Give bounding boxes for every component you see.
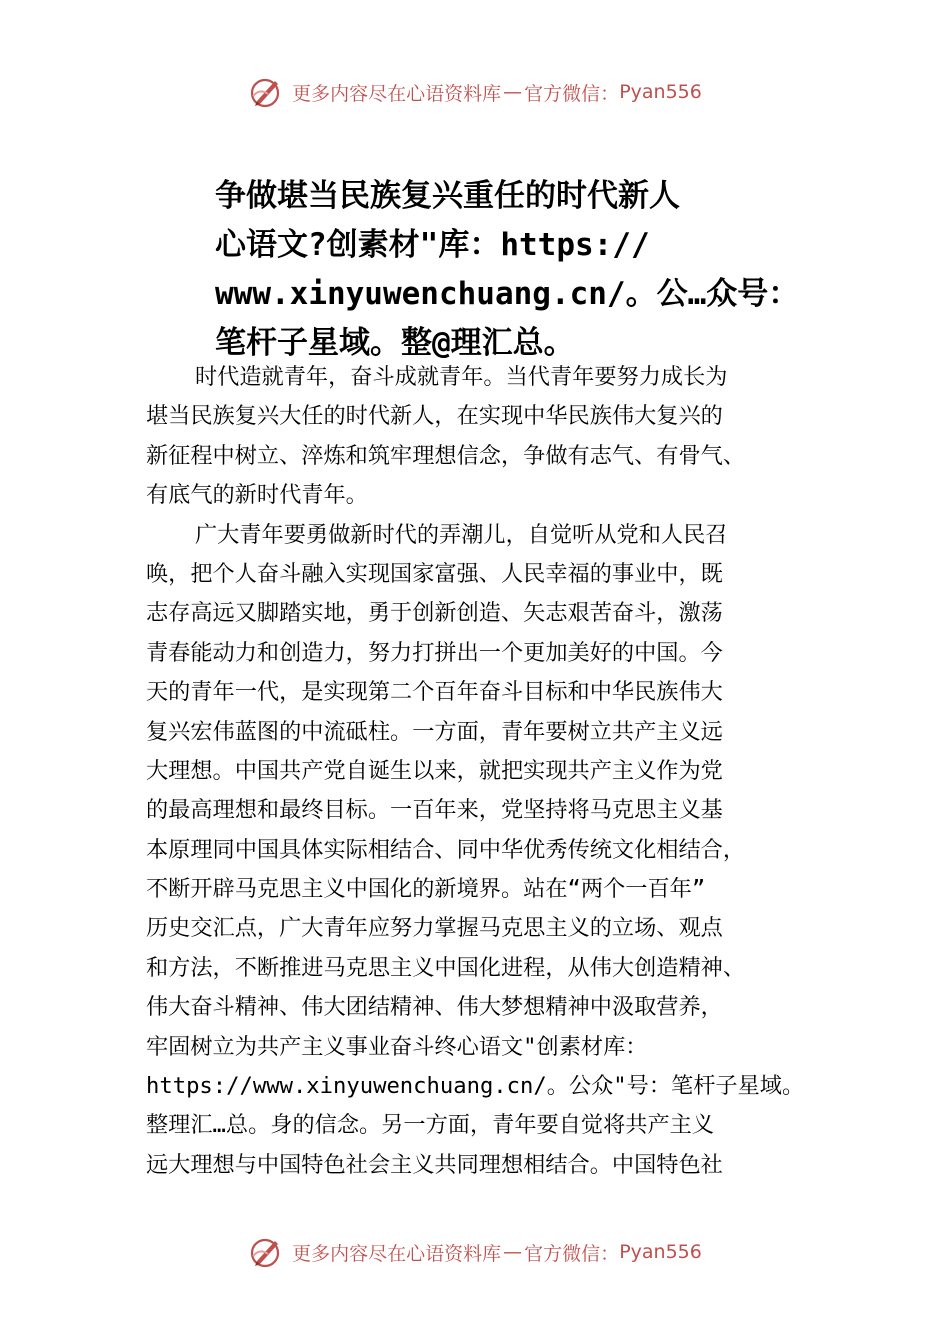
banner-official-label: 官方微信： [524, 1242, 620, 1265]
pen-logo-icon [248, 74, 284, 110]
text-line: https://www.xinyuwenchuang.cn/。公众"号：笔杆子星域。 [146, 1073, 805, 1100]
pen-logo-icon [248, 1234, 284, 1270]
title-line: 心语文?创素材"库：https:// [215, 227, 650, 263]
title-line: www.xinyuwenchuang.cn/。公…众号： [215, 276, 800, 312]
banner-wechat-id: Pyan556 [619, 81, 702, 103]
text-line: 志存高远又脚踏实地，勇于创新创造、矢志艰苦奋斗，激荡 [146, 600, 723, 627]
paragraph-2 [146, 516, 836, 1186]
text-line: 伟大奋斗精神、伟大团结精神、伟大梦想精神中汲取营养， [146, 994, 723, 1021]
banner-main-text: 更多内容尽在心语资料库 [292, 1242, 502, 1265]
title-line: 争做堪当民族复兴重任的时代新人 [215, 178, 680, 214]
title-line: 笔杆子星域。整@理汇总。 [215, 325, 575, 361]
text-line: 复兴宏伟蓝图的中流砥柱。一方面，青年要树立共产主义远 [146, 718, 723, 745]
text-line: 和方法，不断推进马克思主义中国化进程，从伟大创造精神、 [146, 954, 746, 981]
header-watermark-banner [0, 72, 950, 112]
text-line: 本原理同中国具体实际相结合、同中华优秀传统文化相结合， [146, 836, 746, 863]
text-line: 整理汇…总。身的信念。另一方面，青年要自觉将共产主义 [146, 1112, 715, 1139]
document-title [215, 172, 835, 368]
banner-wechat-id: Pyan556 [619, 1241, 702, 1263]
text-line: 不断开辟马克思主义中国化的新境界。站在“两个一百年” [146, 876, 706, 903]
text-line: 有底气的新时代青年。 [146, 482, 368, 509]
banner-dash: — [503, 81, 523, 103]
banner-dash: — [503, 1241, 523, 1263]
text-line: 青春能动力和创造力，努力打拼出一个更加美好的中国。今 [146, 639, 723, 666]
banner-main-text: 更多内容尽在心语资料库 [292, 82, 502, 105]
text-line: 堪当民族复兴大任的时代新人，在实现中华民族伟大复兴的 [146, 403, 723, 430]
text-line: 新征程中树立、淬炼和筑牢理想信念，争做有志气、有骨气、 [146, 442, 746, 469]
document-body [146, 358, 836, 1185]
text-line: 天的青年一代，是实现第二个百年奋斗目标和中华民族伟大 [146, 679, 723, 706]
text-line: 历史交汇点，广大青年应努力掌握马克思主义的立场、观点 [146, 915, 723, 942]
text-line: 的最高理想和最终目标。一百年来，党坚持将马克思主义基 [146, 797, 723, 824]
text-line: 远大理想与中国特色社会主义共同理想相结合。中国特色社 [146, 1151, 723, 1178]
text-line: 唤，把个人奋斗融入实现国家富强、人民幸福的事业中，既 [146, 560, 723, 587]
text-line: 牢固树立为共产主义事业奋斗终心语文"创素材库： [146, 1033, 648, 1060]
paragraph-1 [146, 358, 836, 516]
text-line: 时代造就青年，奋斗成就青年。当代青年要努力成长为 [195, 364, 728, 390]
banner-official-label: 官方微信： [524, 82, 620, 105]
text-line: 广大青年要勇做新时代的弄潮儿，自觉听从党和人民召 [195, 521, 728, 548]
footer-watermark-banner [0, 1232, 950, 1272]
text-line: 大理想。中国共产党自诞生以来，就把实现共产主义作为党 [146, 757, 723, 784]
